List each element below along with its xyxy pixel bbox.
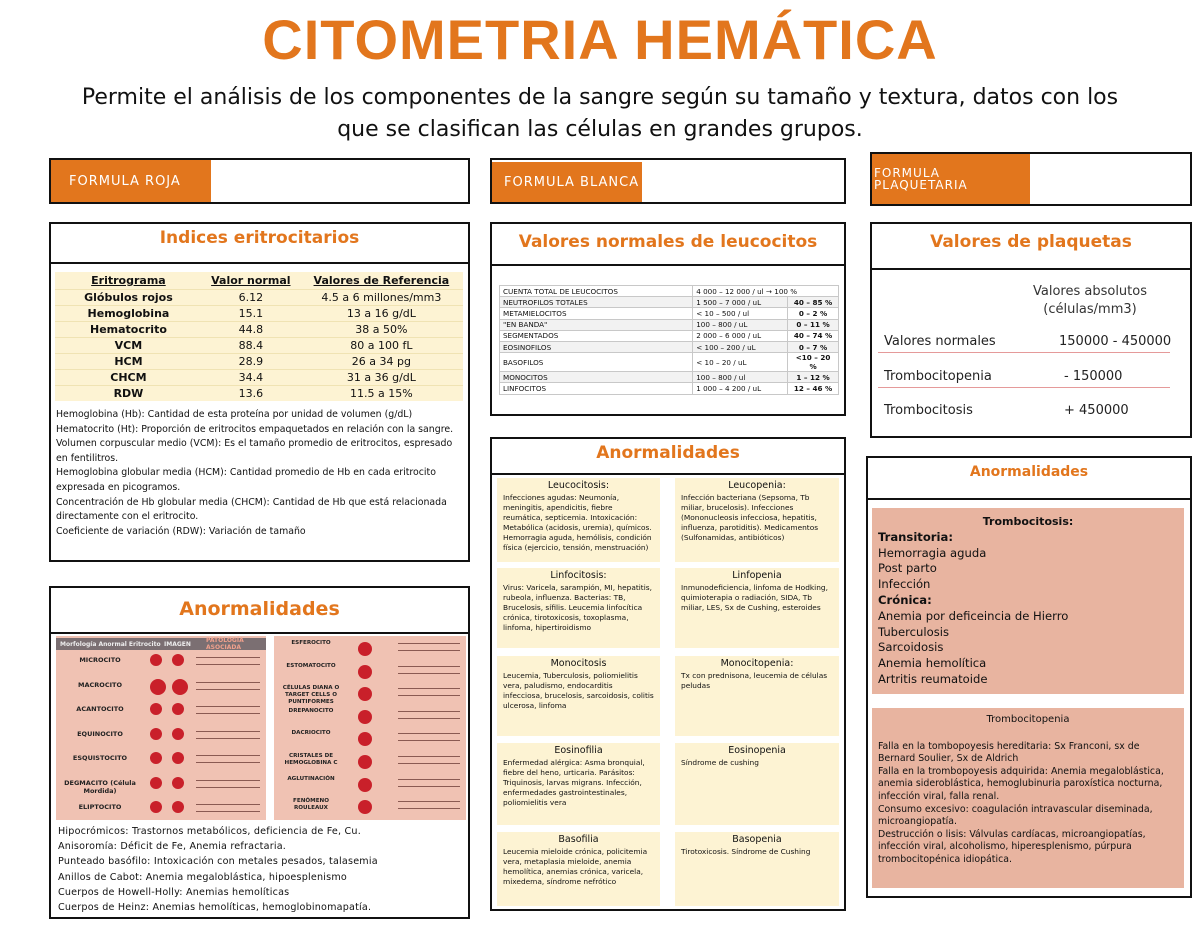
rbc-cell-icon [150,801,162,813]
morph-text-line [398,756,460,764]
plaquetas-row [884,334,1174,349]
tc-item: Crónica: [878,592,932,607]
plq-value: + 450000 [1064,403,1129,418]
anomaly-card-title: Basofilia [558,834,599,845]
rbc-cell-icon [172,777,184,789]
rbc-cell-icon [150,654,162,666]
cell: BASOFILOS [500,353,693,372]
header-formula-roja: FORMULA ROJA [51,160,211,202]
rbc-cell-icon [150,679,166,695]
anomaly-card-body: Síndrome de cushing [681,758,759,767]
morph-text-line [398,666,460,674]
cell: MONOCITOS [500,372,693,383]
cell: "EN BANDA" [500,319,693,330]
indices-definitions [56,408,466,539]
anomaly-card-body: Infección bacteriana (Sepsoma, Tb miliar, brucelosis). Infecciones (Mononucleosis infecciosa, hepatitis, influenza, parotiditis). Medicamentos (Sulfonamidas, antibióticos) [681,493,819,542]
cell: 40 – 74 % [788,330,839,341]
plq-label: Valores normales [884,334,996,349]
hipo-line: Anisoromía: Déficit de Fe, Anemia refractaria. [58,841,287,853]
cell: VCM [55,338,202,354]
cell: 1 – 12 % [788,372,839,383]
table-row [500,372,839,383]
cell: 1 000 – 4 200 / uL [693,383,788,394]
tp-line: Falla en la trombopoyesis adquirida: Anemia megaloblástica, anemia sideroblástica, hemoglubinuria paroxística nocturna, infección viral, falla renal. [878,765,1164,802]
th-valor-normal: Valor normal [211,274,291,287]
hipo-line: Cuerpos de Heinz: Anemias hemolíticas, hemoglobinomapatía. [58,902,372,914]
morph-row-label: CÉLULAS DIANA O TARGET CELLS O PUNTIFORMES [282,685,340,706]
cell: Hematocrito [55,322,202,338]
cell: Hemoglobina [55,306,202,322]
definition-line: Coeficiente de variación (RDW): Variación de tamaño [56,525,306,537]
tc-item: Infección [878,577,931,592]
anomaly-card [497,743,660,825]
morph-row-label: DEGMACITO (Célula Mordida) [64,778,136,795]
morph-text-line [398,733,460,741]
indices-divider [51,262,468,264]
trombocitopenia-panel [872,708,1184,888]
plaquetas-row [884,403,1174,418]
anomaly-card-title: Eosinofilia [554,745,603,756]
th-referencia: Valores de Referencia [313,274,450,287]
plq-divider [878,352,1170,353]
rbc-cell-icon [358,665,372,679]
cell: 100 – 800 / uL [693,319,788,330]
morph-row-label: DREPANOCITO [288,707,334,714]
cell: 0 – 7 % [788,341,839,352]
anomaly-card [497,478,660,562]
th-eritrograma: Eritrograma [91,274,166,287]
cell: 40 – 85 % [788,297,839,308]
morph-text-line [196,682,260,690]
anomaly-card-body: Tx con prednisona, leucemia de células peludas [681,671,828,690]
morph-row-label: MICROCITO [79,656,121,664]
morph-row-label: ESQUISTOCITO [72,754,128,762]
cell: 15.1 [202,306,300,322]
rbc-cell-icon [358,642,372,656]
leucocitos-divider [492,264,844,266]
cell: 38 a 50% [300,322,463,338]
rbc-cell-icon [172,801,184,813]
cell: 80 a 100 fL [300,338,463,354]
rbc-cell-icon [150,777,162,789]
plq-label: Trombocitosis [884,403,973,418]
rbc-cell-icon [172,728,184,740]
anomaly-card-body: Infecciones agudas: Neumonía, meningitis, apendicitis, fiebre reumática, septicemia. Intoxicación: Metabólica (acidosis, uremia), químicos. Hemorragia aguda, hemólisis, condición física (ejercicio, tensión, menstruación) [503,493,652,552]
trombocitosis-title: Trombocitosis: [982,515,1074,528]
morph-row-label: FENÓMENO ROULEAUX [293,798,329,812]
table-row [55,338,463,354]
table-row [500,319,839,330]
cell: 13 a 16 g/dL [300,306,463,322]
definition-line: Hemoglobina (Hb): Cantidad de esta proteína por unidad de volumen (g/dL) [56,409,413,420]
morph-row-label: ESTOMATOCITO [286,662,336,669]
cell: 4.5 a 6 millones/mm3 [300,290,463,306]
tc-item: Anemia por deficeincia de Hierro [878,608,1069,623]
cell: METAMIELOCITOS [500,308,693,319]
cell: <10 – 20 % [788,353,839,372]
morph-text-line [196,755,260,763]
plq-value: - 150000 [1064,369,1123,384]
cell: 26 a 34 pg [300,354,463,370]
leucocitos-title: Valores normales de leucocitos [518,232,818,252]
rbc-cell-icon [172,752,184,764]
morph-text-line [398,801,460,809]
tp-line: Consumo excesivo: coagulación intravascular diseminada, microangiopatía. [878,803,1153,828]
morph-text-line [398,643,460,651]
rbc-cell-icon [172,703,184,715]
tc-item: Sarcoidosis [878,640,944,655]
header-formula-plaquetaria: FORMULA PLAQUETARIA [872,154,1030,204]
plaquetas-divider [872,268,1190,270]
roja-anomalies-divider [51,632,468,634]
tc-item: Tuberculosis [878,624,950,639]
cell: 100 – 800 / ul [693,372,788,383]
cell: RDW [55,386,202,402]
morph-row-label: ACANTOCITO [76,705,124,713]
cell: 12 – 46 % [788,383,839,394]
trombocitosis-panel [872,508,1184,694]
anomaly-card-body: Enfermedad alérgica: Asma bronquial, fiebre del heno, urticaria. Parásitos: Triquinosis, larvas migrans. Infección, enfermedades gastrointestinales, poliomielitis vera [503,758,645,807]
header-formula-blanca: FORMULA BLANCA [492,162,642,202]
plq-divider [878,387,1170,388]
plaquetas-row [884,369,1174,384]
anomaly-card-body: Virus: Varicela, sarampión, MI, hepatitis, rubeola, influenza. Bacterias: TB, Brucelosis, sífilis. Leucemia linfocítica crónica, tirotoxicosis, toxoplasma, linfoma, hipertiroidismo [503,583,652,632]
tc-item: Artritis reumatoide [878,671,988,686]
anomaly-card-body: Leucemia mieloide crónica, policitemia vera, metaplasia mieloide, anemia hemolítica, anemias crónica, varicela, mixedema, síndrome nefrótico [503,847,648,886]
tc-item: Post parto [878,561,937,576]
hipo-line: Hipocrómicos: Trastornos metabólicos, deficiencia de Fe, Cu. [58,826,361,837]
rbc-cell-icon [172,654,184,666]
morph-row-label: CRISTALES DE HEMOGLOBINA C [284,753,338,766]
cell: 88.4 [202,338,300,354]
rbc-cell-icon [172,679,188,695]
cell: 2 000 – 6 000 / uL [693,330,788,341]
morph-text-line [196,804,260,812]
tp-line: Destrucción o lisis: Válvulas cardíacas, microangiopatías, infección viral, alcoholismo, hiperesplenismo, púrpura trombocitopénica idiopática. [878,828,1146,865]
cell: 6.12 [202,290,300,306]
table-row [55,386,463,402]
cell: < 10 – 500 / ul [693,308,788,319]
tp-line: Falla en la tombopoyesis hereditaria: Sx Franconi, sx de Bernard Soulier, Sx de Aldrich [878,740,1140,765]
definition-line: Hematocrito (Ht): Proporción de eritrocitos empaquetados en relación con la sangre. [56,423,454,435]
morph-header-2: IMAGEN [164,640,191,648]
table-row [500,353,839,372]
morph-text-line [398,711,460,719]
rbc-cell-icon [150,752,162,764]
table-row [55,290,463,306]
anomaly-card [675,743,839,825]
plaquetas-title: Valores de plaquetas [930,232,1132,252]
cell: LINFOCITOS [500,383,693,394]
anomaly-card-body: Leucemia, Tuberculosis, poliomielitis vera, paludismo, endocarditis infecciosa, brucelosis, sarcoidosis, colitis ulcerosa, linfoma [503,671,654,710]
cell: EOSINOFILOS [500,341,693,352]
definition-line: Volumen corpuscular medio (VCM): Es el tamaño promedio de eritrocitos, espresado en fentilitros. [56,438,453,464]
cell: 44.8 [202,322,300,338]
cell: 4 000 – 12 000 / ul → 100 % [693,286,839,297]
cell: SEGMENTADOS [500,330,693,341]
morph-header [56,638,266,650]
cell: NEUTROFILOS TOTALES [500,297,693,308]
plq-label: Trombocitopenia [884,369,992,384]
abs-head-2: (células/mm3) [1043,302,1137,317]
tc-item: Anemia hemolítica [878,656,987,671]
morph-text-line [196,731,260,739]
cell: 0 – 2 % [788,308,839,319]
table-row [500,341,839,352]
rbc-cell-icon [150,703,162,715]
morph-header-1: Morfología Anormal Eritrocito [60,640,161,648]
hipo-line: Punteado basófilo: Intoxicación con metales pesados, talasemia [58,856,378,868]
anomaly-card [497,656,660,736]
anomaly-card-title: Leucocitosis: [547,480,610,491]
indices-title: Indices eritrocitarios [159,228,360,248]
cell: 0 – 11 % [788,319,839,330]
morph-row-label: DACRIOCITO [291,730,331,737]
morph-text-line [196,780,260,788]
table-row [55,370,463,386]
anomaly-card-title: Linfocitosis: [550,570,607,581]
blanca-anomalies-divider [492,473,844,475]
table-row [500,286,839,297]
rbc-cell-icon [358,778,372,792]
morph-row-label: AGLUTINACIÓN [287,775,335,782]
anomaly-card-title: Leucopenia: [728,480,786,491]
rbc-cell-icon [358,755,372,769]
rbc-cell-icon [358,710,372,724]
table-row [500,330,839,341]
page-title: CITOMETRIA HEMÁTICA [262,8,938,71]
cell: 31 a 36 g/dL [300,370,463,386]
rbc-cell-icon [150,728,162,740]
hipo-list [58,824,466,915]
morph-row-label: ELIPTOCITO [78,803,122,811]
morph-text-line [398,688,460,696]
morph-row-label: MACROCITO [78,680,122,689]
morph-text-line [196,657,260,665]
morph-row-label: ESFEROCITO [291,640,331,646]
morph-text-line [398,779,460,787]
roja-anomalies-title: Anormalidades [179,598,340,620]
anomaly-card-title: Basopenia [732,834,782,845]
blanca-anomalies-title: Anormalidades [596,443,740,463]
anomaly-card [675,832,839,906]
cell: 11.5 a 15% [300,386,463,402]
anomaly-card-title: Monocitopenia: [720,658,794,669]
cell: 13.6 [202,386,300,402]
tc-item: Hemorragia aguda [878,545,987,560]
table-row [500,308,839,319]
cell: < 10 – 20 / uL [693,353,788,372]
eritrograma-table [55,272,463,401]
table-row [500,297,839,308]
anomaly-card-body: Inmunodeficiencia, linfoma de Hodking, quimioterapia o radiación, SIDA, Tb miliar, LES, Sx de Cushing, esteroides [681,583,828,612]
cell: < 100 – 200 / uL [693,341,788,352]
table-row [55,306,463,322]
cell: 1 500 – 7 000 / uL [693,297,788,308]
abs-head-1: Valores absolutos [1033,284,1147,299]
plq-anomalies-title: Anormalidades [969,464,1089,480]
anomaly-card [497,568,660,648]
anomaly-card-body: Tirotoxicosis. Síndrome de Cushing [681,847,811,856]
cell: 28.9 [202,354,300,370]
trombocitopenia-title: Trombocitopenia [986,714,1070,725]
definition-line: Concentración de Hb globular media (CHCM): Cantidad de Hb que está relacionada directamente con el eritrocito. [56,496,447,523]
morph-text-line [196,706,260,714]
anomaly-card [675,478,839,562]
anomaly-card [675,656,839,736]
morph-row-label: EQUINOCITO [77,729,123,738]
plq-anomalies-divider [868,498,1190,500]
cell: HCM [55,354,202,370]
anomaly-card [675,568,839,648]
tc-item: Transitoria: [878,529,953,544]
anomaly-card [497,832,660,906]
hipo-line: Anillos de Cabot: Anemia megaloblástica, hipoesplenismo [58,871,347,883]
cell: CHCM [55,370,202,386]
table-row [55,354,463,370]
plq-value: 150000 - 450000 [1059,334,1172,349]
cell: CUENTA TOTAL DE LEUCOCITOS [500,286,693,297]
morph-header-3: PATOLOGÍA ASOCIADA [206,637,244,651]
table-row [55,322,463,338]
anomaly-card-title: Monocitosis [550,658,607,669]
definition-line: Hemoglobina globular media (HCM): Cantidad promedio de Hb en cada eritrocito expresada en picogramos. [56,467,436,493]
anomaly-card-title: Eosinopenia [728,745,786,756]
leucocitos-table [499,285,839,395]
cell: Glóbulos rojos [55,290,202,306]
hipo-line: Cuerpos de Howell-Holly: Anemias hemolíticas [58,886,290,898]
table-row [500,383,839,394]
anomaly-card-title: Linfopenia [732,570,782,581]
cell: 34.4 [202,370,300,386]
page-subtitle: Permite el análisis de los componentes de la sangre según su tamaño y textura, datos con los que se clasifican las células en grandes grupos. [81,85,1119,142]
